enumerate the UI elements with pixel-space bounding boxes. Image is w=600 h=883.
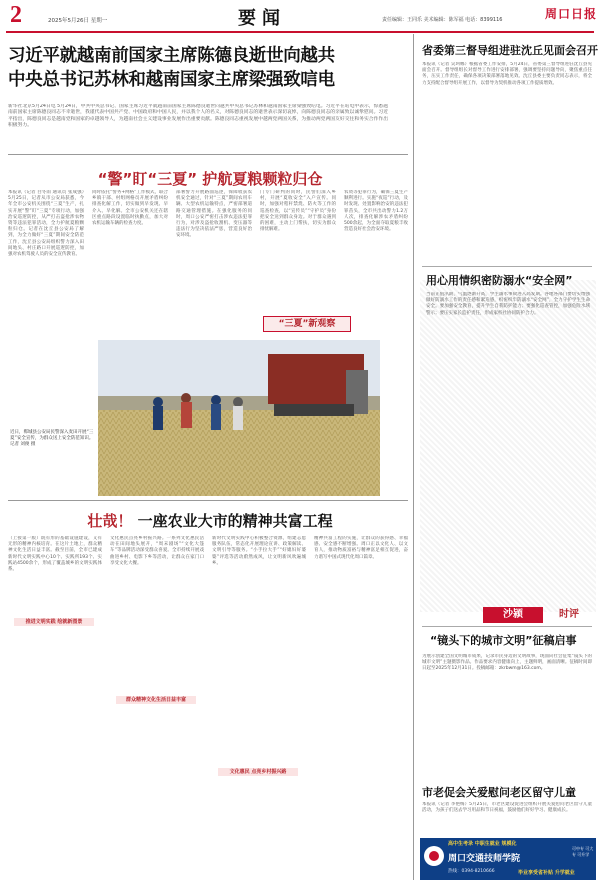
feature1-col2: 同时依托“警务+网格”工作模式，联合乡镇干部、村组网格员开展矛盾纠纷排查化解工作，切实做到早发现、早介入、早化解。全市公安机关还在辖区重点路段设置临时执勤点，加大对农机运输车辆的检查力度。 xyxy=(92,190,168,227)
news1-body: 本报讯（记者 吴珂娜）根据省委工作安排，5月24日，省委第三督导组进驻沈丘县见面会召开。督导组组长对督导工作进行安排部署，强调要坚持问题导向，聚焦重点任务，压实工作责任，确保各项决策部署落地见效。沈丘县委主要负责同志表示，将全力支持配合督导组开展工作，以督导为契机推动各项工作提质增效。 xyxy=(422,62,592,86)
feature2-sublabel-2: 群众精神文化生活日益丰富 xyxy=(116,696,196,704)
news3-body: 为展示创建全国文明城市成果，记录市民身边的文明故事，现面向社会征集“镜头下的城市文明”主题摄影作品。作品要求内容健康向上，主题鲜明，画面清晰。征稿时间即日起至2025年12月31日。投稿邮箱：zkrbwm@163.com。 xyxy=(422,654,592,672)
feature2-sublabel-3: 文化惠民 点亮乡村振兴路 xyxy=(218,768,298,776)
lead-headline[interactable] xyxy=(8,44,388,92)
lead-headline-line2: 中央总书记苏林和越南国家主席梁强致唁电 xyxy=(8,70,335,90)
feature1-col4: 门专门研判的同时，民警们深入乡村，开展“夏收安全”入户宣传。同时，加强对秸秆禁烧、防火等工作的巡查检查，以“宣传员”“守护员”身份把安全送到群众身边。对于群众遇到的困难，主动上门帮扶，切实为群众排忧解难。 xyxy=(260,190,336,233)
masthead xyxy=(0,0,600,30)
lead-headline-line1: 习近平就越南前国家主席陈德良逝世向越共 xyxy=(8,46,335,66)
ad-tagline: 毕业享受省补贴 升学就业 xyxy=(518,870,575,876)
commentary-header xyxy=(483,607,593,625)
sanxia-badge: “三夏”新观察 xyxy=(263,316,351,332)
feature2-headline-main: 一座农业大市的精神共富工程 xyxy=(137,512,333,530)
ad-slogan: 高中生考录 中职生就业 规模化 xyxy=(448,841,517,847)
commentary-sublabel: 时评 xyxy=(559,609,579,620)
farm-photo-illustration xyxy=(98,340,380,496)
school-emblem-icon xyxy=(424,846,444,866)
lead-body: 新华社北京5月24日电 5月24日，中共中央总书记、国家主席习近平就越南前国家主席陈德良逝世向越共中央总书记苏林和越南国家主席梁强致唁电。习近平在唁电中表示，惊悉越南前国家主席陈德良同志不幸逝世，我谨代表中国共产党、中国政府和中国人民，并以我个人的名义，对陈德良同志的逝世表示深切哀悼，向陈德良同志的亲属致以诚挚慰问。习近平指出，陈德良同志是越南党和国家的卓越领导人，为越南社会主义建设事业发展作出重要贡献。陈德良同志重视发展中越两党两国关系，为推动两党两国友好交往和务实合作作出积极努力。 xyxy=(8,104,388,128)
column-divider xyxy=(413,34,414,880)
feature2-col2: 文化惠民点亮乡村振兴路。一系列文化惠民活动在田间地头展开，“周末剧场”“文化大篷车”等品牌活动深受群众喜爱。全市持续开展戏曲进乡村、电影下乡等活动，让群众在家门口享受文化大餐。 xyxy=(110,536,204,566)
school-advertisement[interactable] xyxy=(420,838,596,880)
news1-headline[interactable]: 省委第三督导组进驻沈丘见面会召开 xyxy=(422,44,598,57)
page-number: 2 xyxy=(10,2,22,28)
ad-side-text: 可中专 可大专 可升学 xyxy=(572,846,594,857)
feature1-col3: 部署警力开展路面巡逻，保障收获农机安全通过，针对“三夏”期间农用车辆、大型农机运输特点，严密部署道路交通管理措施。在强化服务的同时，周口公安严密打击涉农违法犯罪行为，对涉及盗抢收割机、变压器等违法行为坚决依法严惩，营造良好治安环境。 xyxy=(176,190,252,239)
ad-phone: 热线：0394-8210666 xyxy=(448,869,495,874)
newspaper-logo: 周口日报 xyxy=(545,7,598,21)
feature1-col1: 本报讯（记者 白冬雨 通讯员 张成强）5月25日，记者从市公安局获悉，今年全市公安机关围绕“三夏”生产，扎实开展“警”盯“三夏”专项行动，加强治安巡逻防控，从严打击盗抢涉农物资等违法犯罪活动，全力护航夏粮颗粒归仓。记者在沈丘县公安局了解到，为全力做好“三夏”期间安全防范工作，沈丘县公安局组织警力深入田间地头、村庄路口开展巡逻防控，加强对农机驾驶人员的安全宣传教育。 xyxy=(8,190,84,258)
commentary-label: 沙颍 xyxy=(483,607,543,623)
news3-headline[interactable]: “镜头下的城市文明”征稿启事 xyxy=(430,634,577,647)
photo-caption: 近日，郸城县公安局民警深入麦田开展“三夏”安全宣传，为群众送上安全防范知识。 记者 刘俊 摄 xyxy=(10,430,94,448)
header-rule xyxy=(6,31,594,33)
news2-body: 当前正值汛期，气温逐渐升高，学生溺水事故进入高发期。各地各部门要切实增强做好防溺水工作的责任感和紧迫感，织密织牢防溺水“安全网”，全力守护学生生命安全。要加强安全教育，提升学生自我防护能力；要强化巡查管控，加强危险水域警示；要压实家长监护责任，形成家校社协同防护合力。 xyxy=(426,292,590,316)
editors-line: 责任编辑：王同乐 美术编辑：陈军福 电话：8399116 xyxy=(382,17,503,23)
feature1-photo[interactable] xyxy=(98,340,380,496)
feature-divider xyxy=(8,500,408,501)
feature1-headline[interactable]: “警”盯“三夏” 护航夏粮颗粒归仓 xyxy=(97,170,323,188)
section-title: 要闻 xyxy=(238,8,286,29)
right-rule-2 xyxy=(422,626,592,627)
news4-body: 本报讯（记者 李艳梅）5月25日，市老区建设促进会组织开展关爱慰问老区留守儿童活动，为孩子们送去学习用品和节日祝福，鼓励他们好好学习、健康成长。 xyxy=(422,802,592,836)
feature1-col5: 农资等犯罪行为，确保三夏生产顺利进行。实施“夜巡”行动，及时发现、处置影响治安的违法犯罪苗头，全市共出动警力1.2万人次，排查化解涉农矛盾纠纷500余起，为全面夺取夏粮丰收营造良好社会治安环境。 xyxy=(344,190,408,233)
lead-divider xyxy=(8,154,408,155)
news2-headline[interactable]: 用心用情织密防溺水“安全网” xyxy=(426,274,573,287)
news4-headline[interactable]: 市老促会关爱慰问老区留守儿童 xyxy=(422,784,592,800)
feature2-col4: 精神共富工程的实施，让群众的获得感、幸福感、安全感不断增强。周口正以文化人、以文育人，推动物质富裕与精神富足相互促进，奋力谱写中国式现代化周口篇章。 xyxy=(314,536,408,560)
feature2-col3: 新时代文明实践中心积极整合资源，组建志愿服务队伍，常态化开展理论宣讲、政策解读、文明引导等服务。“小手拉大手”“好媳妇好婆婆”评选等活动蔚然成风，让文明新风吹遍城乡。 xyxy=(212,536,306,566)
feature2-headline[interactable] xyxy=(60,510,360,531)
feature2-headline-prefix: 壮哉！ xyxy=(87,512,133,530)
right-rule-1 xyxy=(422,266,592,267)
feature2-sublabel-1: 推进文明实践 绘就新图景 xyxy=(14,618,94,626)
ad-school-name: 周口交通技师学院 xyxy=(448,854,521,864)
issue-date: 2025年5月26日 星期一 xyxy=(48,18,108,24)
feature2-col1: （上接第一版）既有形的基础设施建设，又有无形的精神内核培育。在这片土地上，群众精神文化生活日益丰富。截至目前，全市已建成新时代文明实践中心10个、实践所193个、实践站4500余个，形成了覆盖城乡的文明实践体系。 xyxy=(8,536,102,573)
